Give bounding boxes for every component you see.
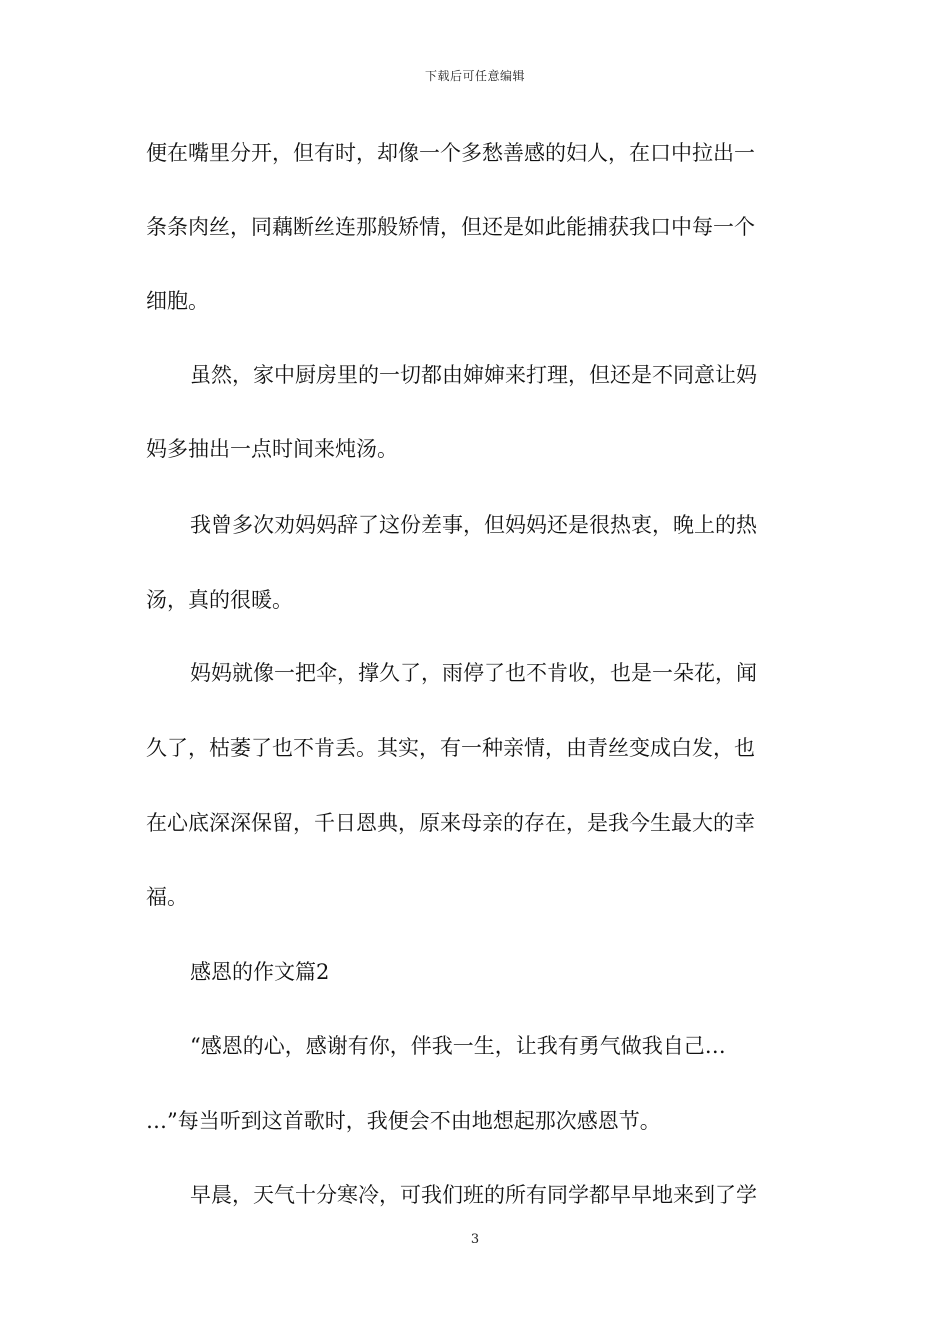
paragraph-5-line-2: …”每当听到这首歌时，我便会不由地想起那次感恩节。 [146, 1109, 661, 1133]
paragraph-2-line-1: 虽然，家中厨房里的一切都由婶婶来打理，但还是不同意让妈 [190, 363, 757, 387]
paragraph-3-line-2: 汤，真的很暖。 [146, 588, 293, 612]
paragraph-1-line-2: 条条肉丝，同藕断丝连那般矫情，但还是如此能捕获我口中每一个 [146, 215, 755, 239]
section-heading: 感恩的作文篇2 [190, 960, 330, 984]
paragraph-4-line-1: 妈妈就像一把伞，撑久了，雨停了也不肯收，也是一朵花，闻 [190, 661, 757, 685]
paragraph-4-line-2: 久了，枯萎了也不肯丢。其实，有一种亲情，由青丝变成白发，也 [146, 736, 755, 760]
page-number: 3 [470, 1232, 480, 1247]
paragraph-4-line-3: 在心底深深保留，千日恩典，原来母亲的存在，是我今生最大的幸 [146, 811, 755, 835]
paragraph-4-line-4: 福。 [146, 885, 188, 909]
paragraph-5-line-1: “感恩的心，感谢有你，伴我一生，让我有勇气做我自己… [190, 1034, 726, 1058]
paragraph-3-line-1: 我曾多次劝妈妈辞了这份差事，但妈妈还是很热衷，晚上的热 [190, 513, 757, 537]
page-header: 下载后可任意编辑 [424, 69, 525, 83]
paragraph-1-line-1: 便在嘴里分开，但有时，却像一个多愁善感的妇人，在口中拉出一 [146, 141, 755, 165]
paragraph-1-line-3: 细胞。 [146, 289, 209, 313]
paragraph-2-line-2: 妈多抽出一点时间来炖汤。 [146, 437, 398, 461]
paragraph-6-line-1: 早晨，天气十分寒冷，可我们班的所有同学都早早地来到了学 [190, 1183, 757, 1207]
